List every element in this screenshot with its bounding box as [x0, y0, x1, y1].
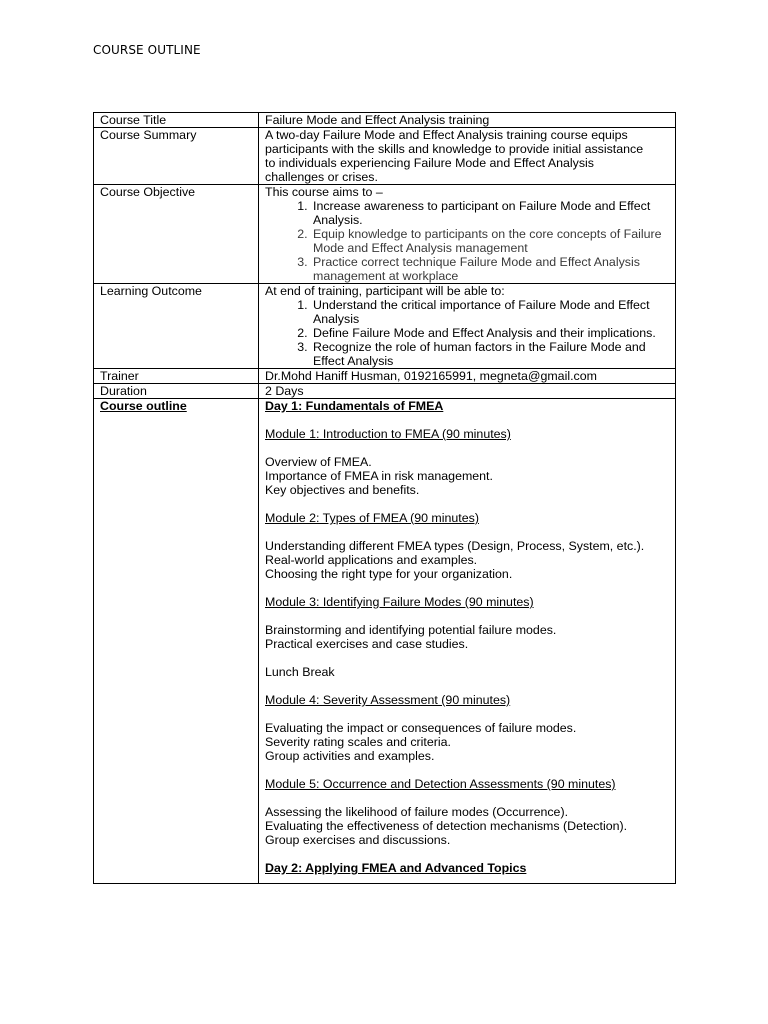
module3-line: Practical exercises and case studies. [265, 637, 469, 651]
trainer-value: Dr.Mohd Haniff Husman, 0192165991, megneta@gmail.com [259, 369, 676, 384]
module3-heading: Module 3: Identifying Failure Modes (90 minutes) [265, 595, 534, 609]
outcome-item: 2. Define Failure Mode and Effect Analysis and their implications. [311, 326, 669, 340]
outcome-list [265, 298, 669, 368]
duration-value: 2 Days [259, 384, 676, 399]
summary-line: A two-day Failure Mode and Effect Analysis training course equips [265, 128, 628, 142]
module1-line: Importance of FMEA in risk management. [265, 469, 493, 483]
course-title-label: Course Title [94, 113, 259, 128]
row-duration [94, 384, 676, 399]
lunch-break: Lunch Break [265, 665, 335, 679]
course-outline-value [259, 399, 676, 884]
row-course-summary [94, 128, 676, 185]
module1-heading: Module 1: Introduction to FMEA (90 minutes) [265, 427, 511, 441]
course-objective-label: Course Objective [94, 185, 259, 284]
row-course-title [94, 113, 676, 128]
module2-heading: Module 2: Types of FMEA (90 minutes) [265, 511, 479, 525]
learning-outcome-value [259, 284, 676, 369]
duration-label: Duration [94, 384, 259, 399]
module5-heading: Module 5: Occurrence and Detection Assessments (90 minutes) [265, 777, 616, 791]
objective-item: 2. Equip knowledge to participants on the core concepts of Failure Mode and Effect Analysis management [311, 227, 669, 255]
module1-line: Overview of FMEA. [265, 455, 372, 469]
objective-item: 3. Practice correct technique Failure Mode and Effect Analysis management at workplace [311, 255, 669, 283]
module1-line: Key objectives and benefits. [265, 483, 420, 497]
objective-intro: This course aims to – [265, 185, 383, 199]
objective-item: 1. Increase awareness to participant on Failure Mode and Effect Analysis. [311, 199, 669, 227]
row-course-outline [94, 399, 676, 884]
row-learning-outcome [94, 284, 676, 369]
course-outline-label: Course outline [100, 399, 187, 413]
day2-heading: Day 2: Applying FMEA and Advanced Topics [265, 861, 527, 875]
module4-line: Severity rating scales and criteria. [265, 735, 451, 749]
module4-line: Group activities and examples. [265, 749, 435, 763]
trainer-label: Trainer [94, 369, 259, 384]
summary-line: challenges or crises. [265, 170, 378, 184]
module3-line: Brainstorming and identifying potential failure modes. [265, 623, 557, 637]
module2-line: Understanding different FMEA types (Design, Process, System, etc.). [265, 539, 645, 553]
course-summary-label: Course Summary [94, 128, 259, 185]
objective-list [265, 199, 669, 283]
course-outline-table [93, 112, 676, 884]
module2-line: Real-world applications and examples. [265, 553, 478, 567]
module5-line: Evaluating the effectiveness of detection mechanisms (Detection). [265, 819, 628, 833]
course-outline-label-cell [94, 399, 259, 884]
module4-line: Evaluating the impact or consequences of failure modes. [265, 721, 577, 735]
module4-heading: Module 4: Severity Assessment (90 minutes) [265, 693, 511, 707]
outcome-intro: At end of training, participant will be able to: [265, 284, 505, 298]
summary-line: to individuals experiencing Failure Mode and Effect Analysis [265, 156, 594, 170]
course-objective-value [259, 185, 676, 284]
learning-outcome-label: Learning Outcome [94, 284, 259, 369]
module2-line: Choosing the right type for your organization. [265, 567, 513, 581]
outcome-item: 3. Recognize the role of human factors in the Failure Mode and Effect Analysis [311, 340, 669, 368]
day1-heading: Day 1: Fundamentals of FMEA [265, 399, 444, 413]
document-header: COURSE OUTLINE [93, 43, 201, 57]
course-summary-value [259, 128, 676, 185]
row-course-objective [94, 185, 676, 284]
module5-line: Assessing the likelihood of failure modes (Occurrence). [265, 805, 569, 819]
row-trainer [94, 369, 676, 384]
summary-line: participants with the skills and knowledge to provide initial assistance [265, 142, 644, 156]
outcome-item: 1. Understand the critical importance of Failure Mode and Effect Analysis [311, 298, 669, 326]
module5-line: Group exercises and discussions. [265, 833, 451, 847]
course-title-value: Failure Mode and Effect Analysis training [259, 113, 676, 128]
